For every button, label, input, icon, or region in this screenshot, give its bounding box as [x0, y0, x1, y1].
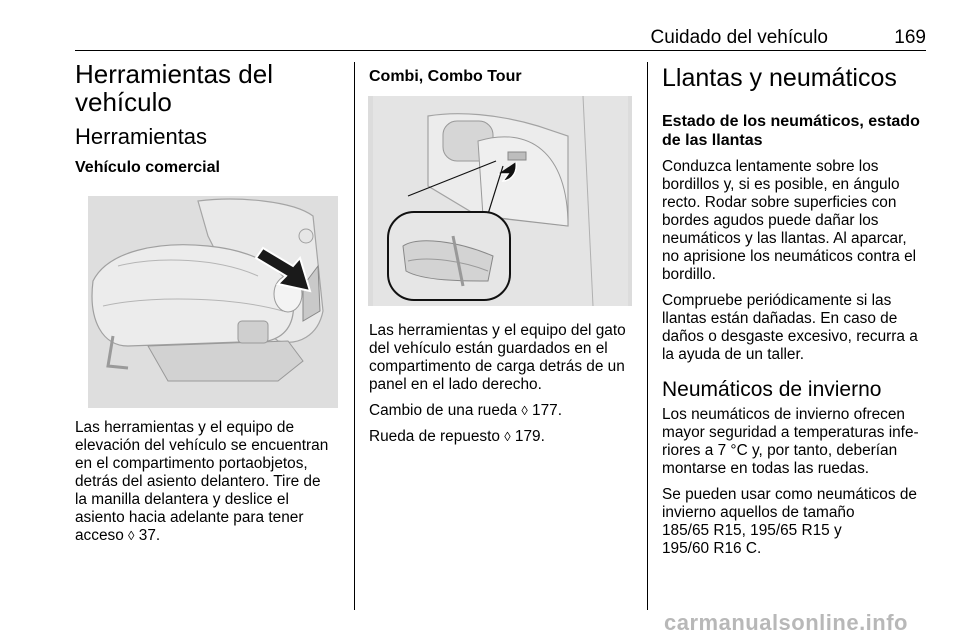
column-divider-right: [647, 62, 648, 610]
text-line: neumáticos y las llantas. Al aparcar,: [662, 230, 907, 247]
cross-reference-icon: ◊: [521, 403, 528, 418]
text-line: montarse en todas las ruedas.: [662, 460, 870, 477]
text-line: en el compartimento portaobjetos,: [75, 455, 308, 472]
subsection-heading-combi: Combi, Combo Tour: [369, 68, 522, 85]
text-line: asiento hacia adelante para tener: [75, 509, 304, 526]
paragraph-1: [662, 158, 930, 284]
col2-body: [369, 322, 639, 446]
text-line: riores a 7 °C y, por tanto, deberían: [662, 442, 898, 459]
text-line: del vehículo están guardados en el: [369, 340, 608, 357]
subheading-estado-line2: de las llantas: [662, 132, 763, 149]
cargo-panel-illustration: [368, 96, 632, 306]
section-heading-llantas: Llantas y neumáticos: [662, 64, 897, 92]
text-line: bordes agudos puede dañar los: [662, 212, 879, 229]
ref-prefix: Cambio de una rueda: [369, 402, 518, 419]
subheading-invierno: Neumáticos de invierno: [662, 378, 882, 401]
text-line: Se pueden usar como neumáticos de: [662, 486, 917, 503]
ref-page[interactable]: 179.: [514, 428, 545, 445]
ref-prefix: Rueda de repuesto: [369, 428, 500, 445]
text-line: compartimento de carga detrás de un: [369, 358, 625, 375]
text-line: Conduzca lentamente sobre los: [662, 158, 879, 175]
paragraph-3: [662, 406, 930, 478]
text-line: 185/65 R15, 195/65 R15 y: [662, 522, 842, 539]
text-line: detrás del asiento delantero. Tire de: [75, 473, 321, 490]
col1-body: [75, 419, 350, 545]
text-line: Las herramientas y el equipo de: [75, 419, 295, 436]
ref-page[interactable]: 37.: [138, 527, 161, 544]
text-line: [75, 527, 350, 545]
figure-cargo-panel: [368, 96, 632, 306]
ref-page[interactable]: 177.: [532, 402, 562, 419]
text-line: la manilla delantera y deslice el: [75, 491, 289, 508]
text-line: Las herramientas y el equipo del gato: [369, 322, 626, 339]
page-number: 169: [894, 27, 926, 48]
column-1: [75, 60, 345, 177]
paragraph-2: [662, 292, 930, 364]
text-line: Los neumáticos de invierno ofrecen: [662, 406, 905, 423]
figure-seat-tool-compartment: [88, 196, 338, 408]
text-line: elevación del vehículo se encuentran: [75, 437, 329, 454]
text-line: la ayuda de un taller.: [662, 346, 805, 363]
text-line: llantas están dañadas. En caso de: [662, 310, 898, 327]
text-line: Compruebe periódicamente si las: [662, 292, 892, 309]
text-line: panel en el lado derecho.: [369, 376, 542, 393]
text-line: invierno aquellos de tamaño: [662, 504, 855, 521]
text-line: bordillo.: [662, 266, 716, 283]
subheading-estado-line1: Estado de los neumáticos, estado: [662, 113, 920, 130]
subheading-herramientas: Herramientas: [75, 124, 208, 149]
text-line: bordillos y, si es posible, en ángulo: [662, 176, 900, 193]
paragraph-4: [662, 486, 930, 558]
text-line: [369, 402, 639, 420]
text-line: daños o desgaste excesivo, recurra a: [662, 328, 918, 345]
text-line: no aprisione los neumáticos contra el: [662, 248, 917, 265]
header-rule: [75, 50, 926, 51]
column-3: [662, 64, 930, 558]
text-line: mayor seguridad a temperaturas infe-: [662, 424, 919, 441]
subsubheading-vehiculo-comercial: Vehículo comercial: [75, 159, 220, 176]
section-heading-line2: vehículo: [75, 87, 172, 117]
section-heading-line1: Herramientas del: [75, 59, 273, 89]
text-line: recto. Rodar sobre superficies con: [662, 194, 897, 211]
watermark: carmanualsonline.info: [664, 610, 908, 635]
text-line: [369, 428, 639, 446]
ref-prefix: acceso: [75, 527, 124, 544]
column-divider-left: [354, 62, 355, 610]
column-2: [369, 67, 639, 86]
page-header-title: Cuidado del vehículo: [650, 27, 828, 48]
text-line: 195/60 R16 C.: [662, 540, 762, 557]
seat-illustration: [88, 196, 338, 408]
cross-reference-icon: ◊: [504, 429, 511, 444]
cross-reference-icon: ◊: [128, 528, 135, 543]
